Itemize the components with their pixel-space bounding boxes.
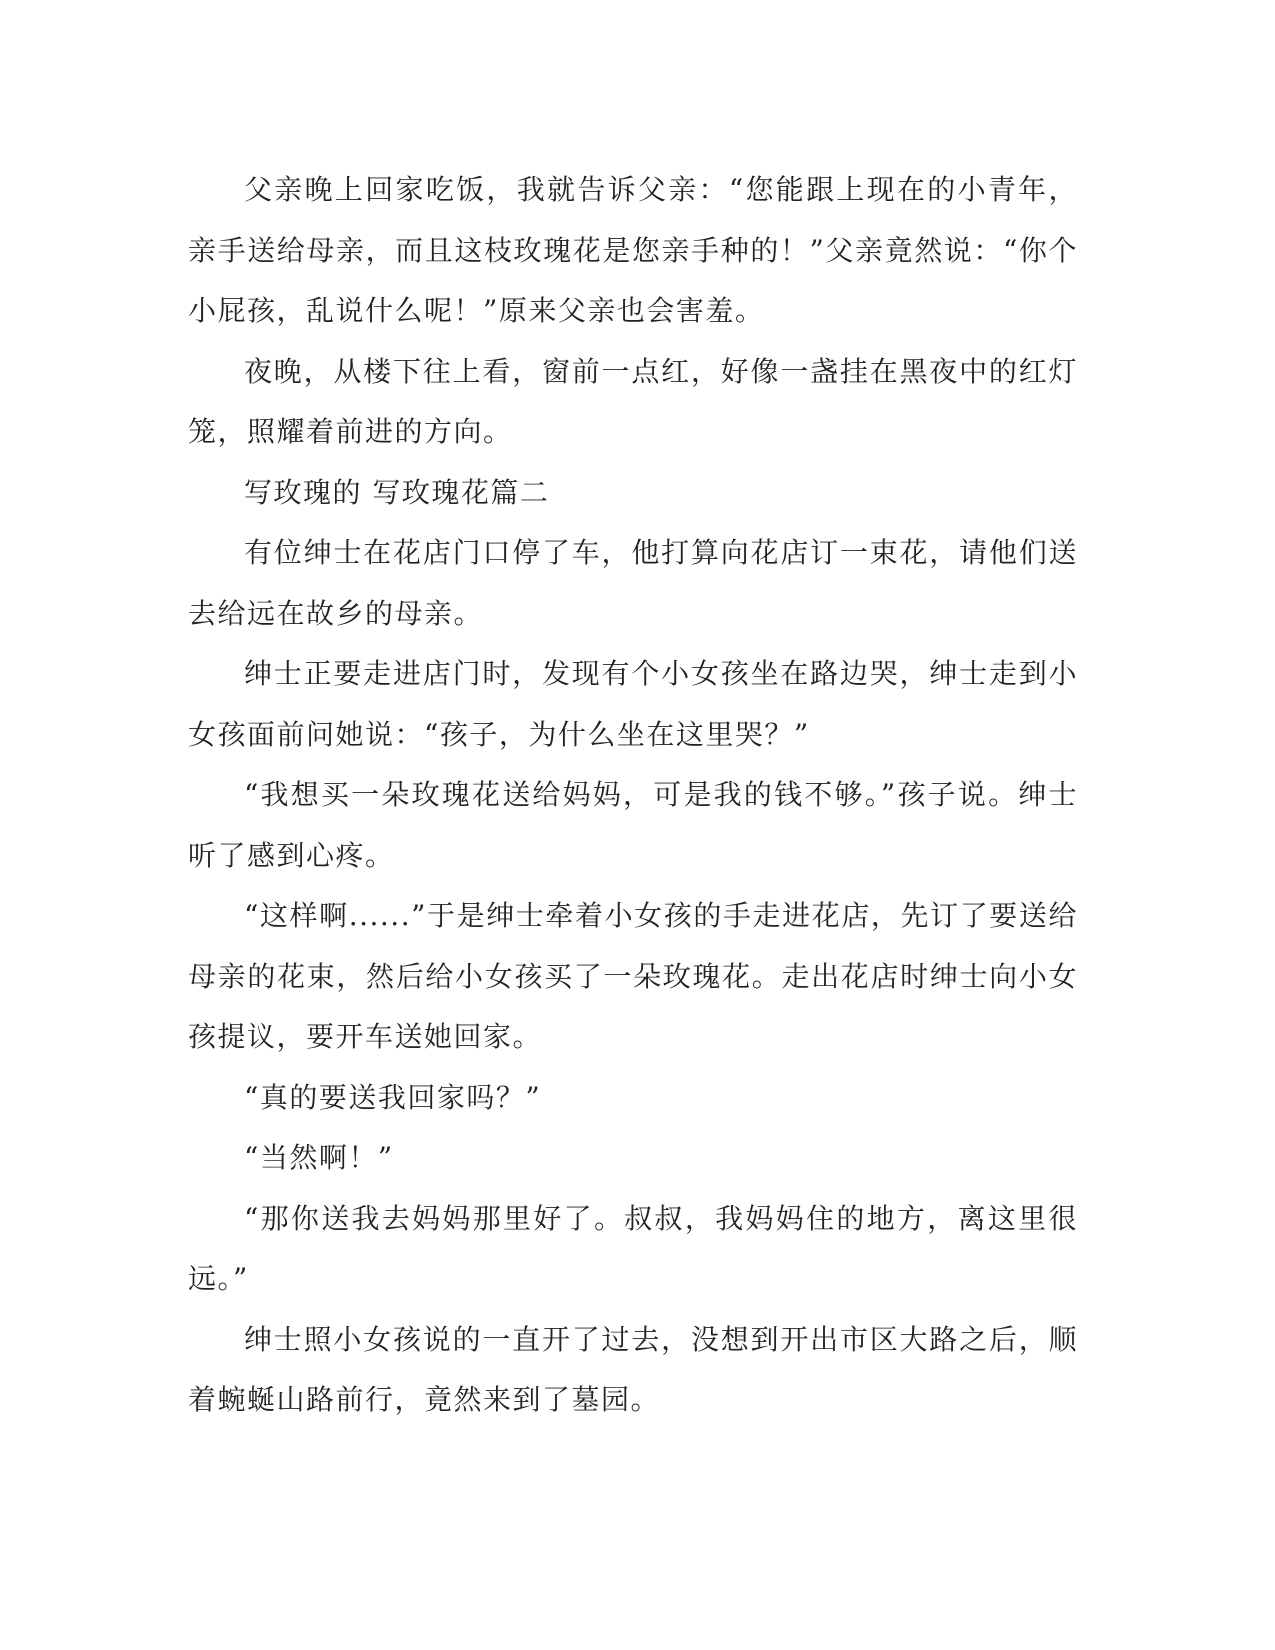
paragraph: 有位绅士在花店门口停了车，他打算向花店订一束花，请他们送去给远在故乡的母亲。 xyxy=(188,536,1078,630)
paragraph: “我想买一朵玫瑰花送给妈妈，可是我的钱不够。”孩子说。绅士听了感到心疼。 xyxy=(188,778,1078,872)
document-body xyxy=(188,160,1078,1431)
paragraph: 绅士照小女孩说的一直开了过去，没想到开出市区大路之后，顺着蜿蜒山路前行，竟然来到了墓园。 xyxy=(188,1322,1078,1416)
paragraph: 夜晚，从楼下往上看，窗前一点红，好像一盏挂在黑夜中的红灯笼，照耀着前进的方向。 xyxy=(188,354,1078,448)
paragraph: “当然啊！” xyxy=(244,1141,394,1174)
paragraph: 父亲晚上回家吃饭，我就告诉父亲：“您能跟上现在的小青年，亲手送给母亲，而且这枝玫瑰花是您亲手种的！”父亲竟然说：“你个小屁孩，乱说什么呢！”原来父亲也会害羞。 xyxy=(188,173,1078,327)
paragraph: “真的要送我回家吗？” xyxy=(244,1080,542,1114)
paragraph: 绅士正要走进店门时，发现有个小女孩坐在路边哭，绅士走到小女孩面前问她说：“孩子，为什么坐在这里哭？” xyxy=(188,657,1078,751)
paragraph: “那你送我去妈妈那里好了。叔叔，我妈妈住的地方，离这里很远。” xyxy=(188,1201,1078,1295)
section-heading: 写玫瑰的 写玫瑰花篇二 xyxy=(244,475,550,509)
paragraph: “这样啊......”于是绅士牵着小女孩的手走进花店，先订了要送给母亲的花束，然后给小女孩买了一朵玫瑰花。走出花店时绅士向小女孩提议，要开车送她回家。 xyxy=(188,899,1078,1053)
